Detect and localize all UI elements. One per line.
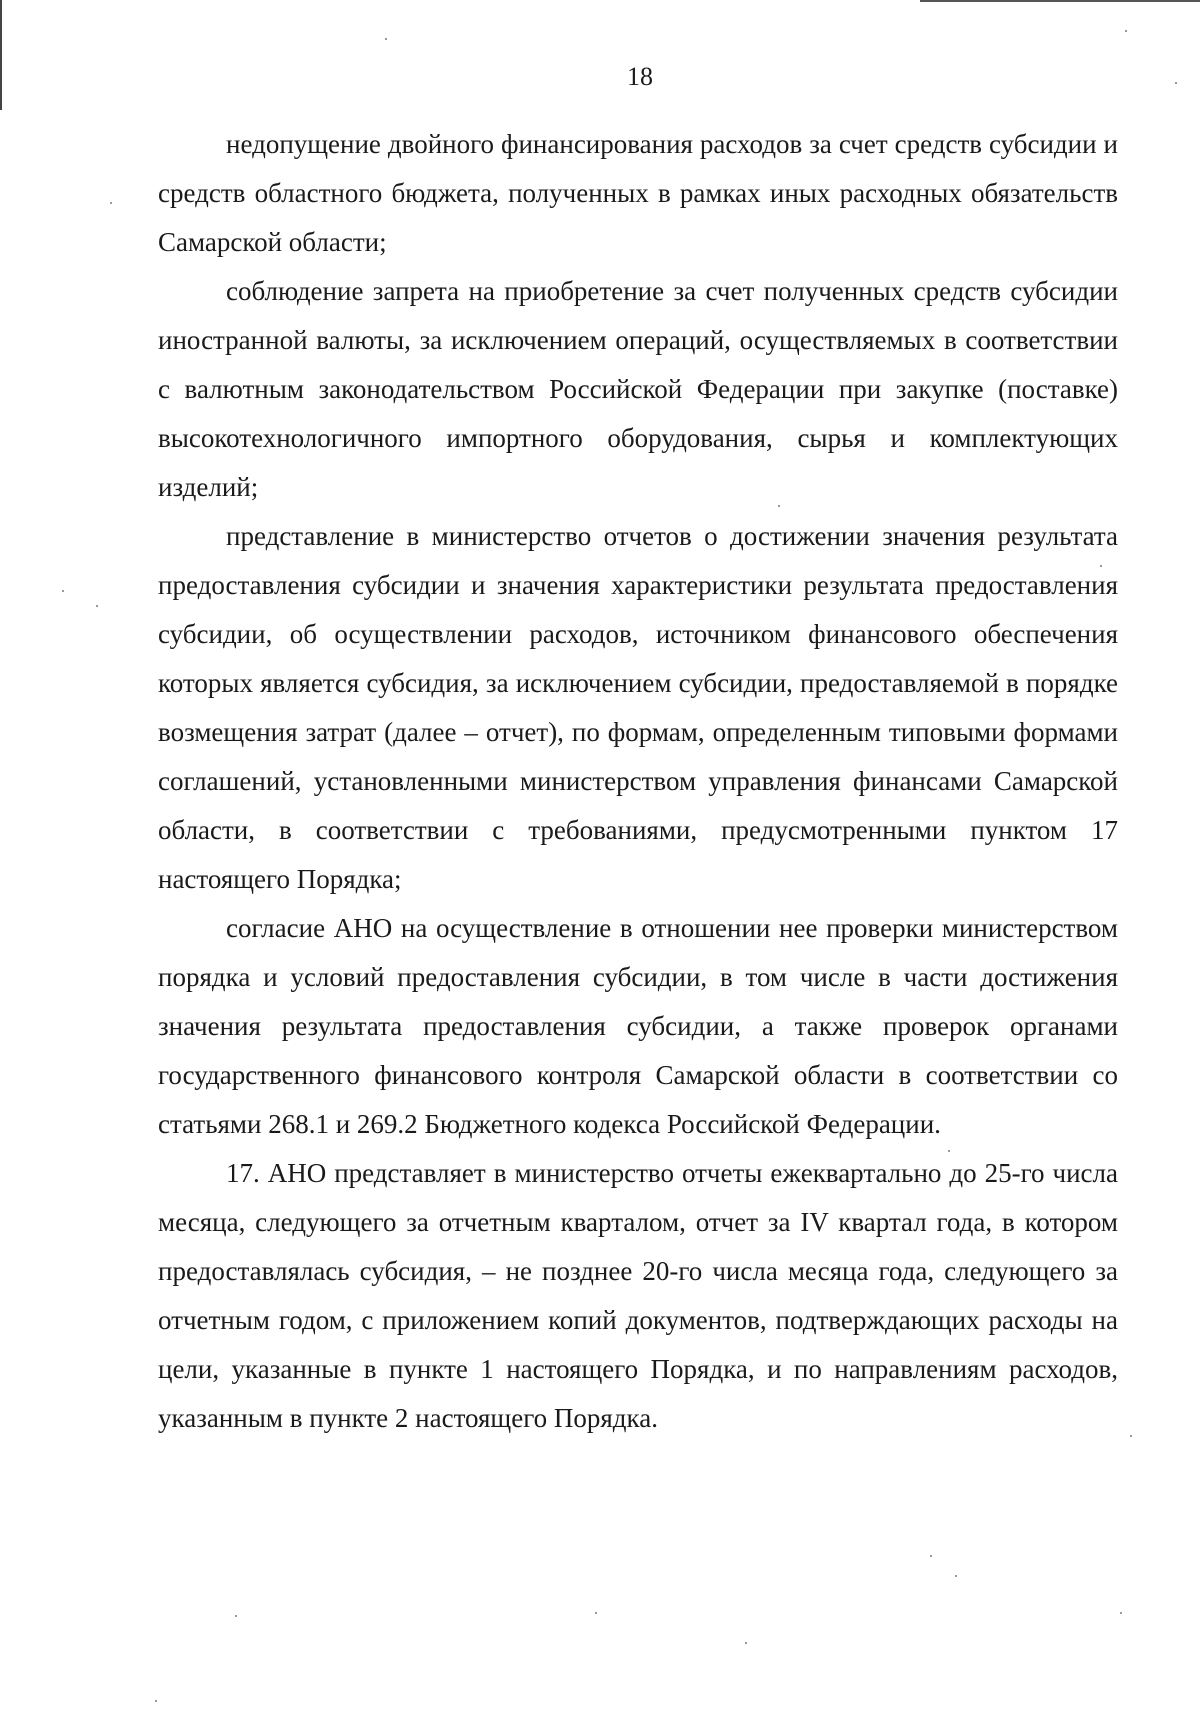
scan-speck: [385, 38, 387, 40]
paragraph-consent-to-audit: согласие АНО на осуществление в отношении нее проверки министерством порядка и условий предоставления субсидии, в том числе в части достижения значения результата предоставления субсидии, а также проверок органами государственного финансового контроля Самарской области в соответствии со статьями 268.1 и 269.2 Бюджетного кодекса Российской Федерации.: [158, 913, 1118, 1139]
scan-left-edge: [0, 0, 2, 110]
paragraph-no-double-financing: недопущение двойного финансирования расходов за счет средств субсидии и средств областного бюджета, полученных в рамках иных расходных обязательств Самарской области;: [158, 129, 1118, 257]
scan-speck: [235, 1615, 237, 1617]
scan-speck: [1130, 1435, 1132, 1437]
paragraph-reports-submission: представление в министерство отчетов о достижении значения результата предоставления субсидии и значения характеристики результата предоставления субсидии, об осуществлении расходов, источником финансового обеспечения которых является субсидия, за исключением субсидии, предоставляемой в порядке возмещения затрат (далее – отчет), по формам, определенным типовыми формами соглашений, установленными министерством управления финансами Самарской области, в соответствии с требованиями, предусмотренными пунктом 17 настоящего Порядка;: [158, 521, 1118, 894]
paragraph-foreign-currency-ban: соблюдение запрета на приобретение за счет полученных средств субсидии иностранной валюты, за исключением операций, осуществляемых в соответствии с валютным законодательством Российской Федерации при закупке (поставке) высокотехнологичного импортного оборудования, сырья и комплектующих изделий;: [158, 276, 1118, 502]
scan-speck: [955, 1575, 957, 1577]
scan-speck: [155, 1700, 157, 1702]
scan-speck: [110, 202, 112, 204]
scan-speck: [745, 1642, 747, 1644]
document-body: [158, 120, 1118, 1443]
scan-speck: [62, 590, 64, 592]
page-number: 18: [627, 62, 653, 91]
scan-speck: [96, 605, 98, 607]
scan-speck: [595, 1612, 597, 1614]
scan-speck: [1120, 1612, 1122, 1614]
scan-speck: [930, 1555, 932, 1557]
scan-speck: [1125, 30, 1127, 32]
scan-top-rule: [920, 0, 1200, 2]
paragraph-item-17: 17. АНО представляет в министерство отчеты ежеквартально до 25-го числа месяца, следующего за отчетным кварталом, отчет за IV квартал года, в котором предоставлялась субсидия, – не позднее 20-го числа месяца года, следующего за отчетным годом, с приложением копий документов, подтверждающих расходы на цели, указанные в пункте 1 настоящего Порядка, и по направлениям расходов, указанным в пункте 2 настоящего Порядка.: [158, 1158, 1118, 1433]
